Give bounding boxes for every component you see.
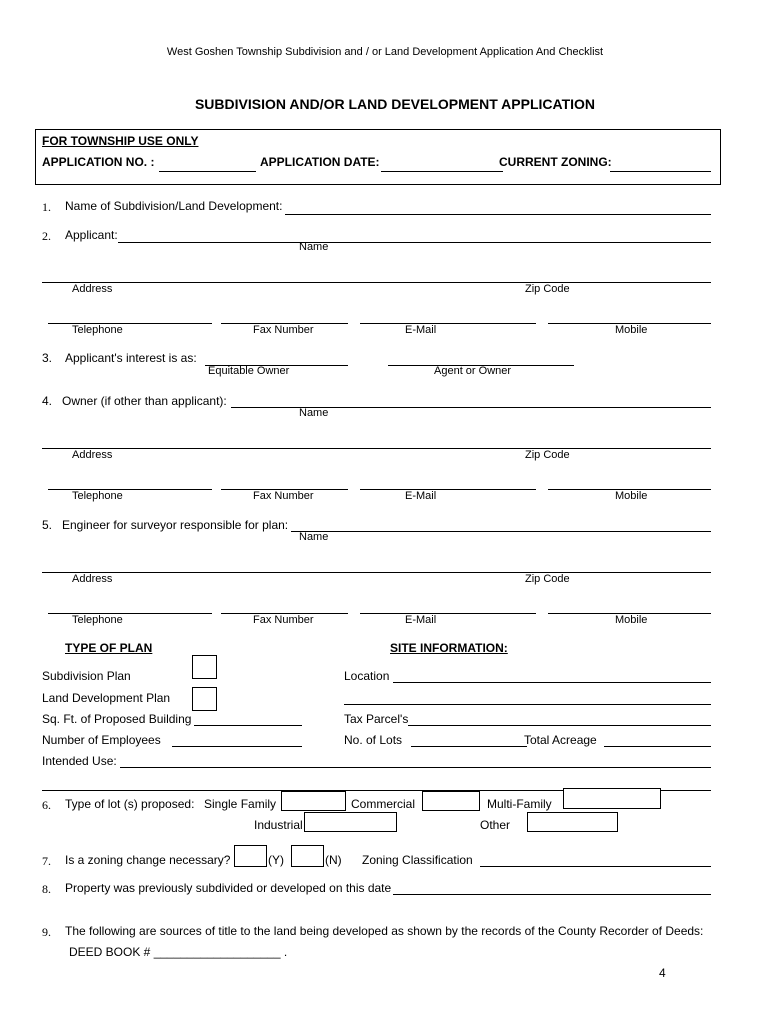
q7-label: Is a zoning change necessary? (65, 853, 231, 867)
township-use-heading: FOR TOWNSHIP USE ONLY (42, 134, 199, 148)
tax-parcels-label: Tax Parcel's (344, 712, 409, 726)
zoning-yes-label: (Y) (268, 853, 284, 867)
engineer-telephone-caption: Telephone (72, 614, 123, 626)
subdivision-plan-checkbox[interactable] (192, 655, 217, 679)
page-header: West Goshen Township Subdivision and / or Land Development Application And Checklist (166, 46, 604, 58)
zoning-classification-field[interactable] (480, 851, 711, 867)
multi-family-box[interactable] (563, 788, 661, 809)
other-box[interactable] (527, 812, 618, 832)
industrial-box[interactable] (304, 812, 397, 832)
sqft-field[interactable] (194, 710, 302, 726)
q5-number: 5. (42, 518, 53, 532)
industrial-label: Industrial (254, 818, 303, 832)
engineer-name-field[interactable] (291, 516, 711, 532)
q7-number: 7. (42, 854, 51, 868)
engineer-telephone-field[interactable] (48, 598, 212, 614)
commercial-box[interactable] (422, 791, 480, 811)
previous-development-date-field[interactable] (393, 879, 711, 895)
intended-use-field[interactable] (120, 752, 711, 768)
engineer-address-field[interactable] (42, 557, 711, 573)
current-zoning-label: CURRENT ZONING: (499, 155, 612, 169)
equitable-owner-caption: Equitable Owner (208, 365, 290, 377)
no-of-lots-field[interactable] (411, 731, 527, 747)
location-field-2[interactable] (344, 689, 711, 705)
engineer-mobile-field[interactable] (548, 598, 711, 614)
zoning-no-label: (N) (325, 853, 342, 867)
applicant-mobile-caption: Mobile (615, 324, 648, 336)
sqft-label: Sq. Ft. of Proposed Building (42, 712, 192, 726)
q1-number: 1. (42, 200, 51, 214)
q6-number: 6. (42, 798, 51, 812)
engineer-email-field[interactable] (360, 598, 536, 614)
application-no-field[interactable] (159, 155, 256, 172)
site-information-heading: SITE INFORMATION: (390, 641, 508, 655)
employees-label: Number of Employees (42, 733, 161, 747)
agent-owner-caption: Agent or Owner (434, 365, 512, 377)
owner-name-caption: Name (299, 407, 329, 419)
owner-name-field[interactable] (231, 392, 711, 408)
land-development-plan-checkbox[interactable] (192, 687, 217, 711)
multi-family-label: Multi-Family (487, 797, 552, 811)
engineer-address-caption: Address (72, 573, 113, 585)
q2-label: Applicant: (65, 228, 118, 242)
q8-number: 8. (42, 882, 51, 896)
owner-address-caption: Address (72, 449, 113, 461)
commercial-label: Commercial (351, 797, 416, 811)
q4-number: 4. (42, 394, 53, 408)
applicant-name-field[interactable] (118, 227, 711, 243)
application-date-field[interactable] (381, 155, 503, 172)
applicant-email-caption: E-Mail (405, 324, 437, 336)
engineer-name-caption: Name (299, 531, 329, 543)
equitable-owner-field[interactable] (205, 350, 348, 366)
total-acreage-label: Total Acreage (524, 733, 597, 747)
q2-number: 2. (42, 229, 51, 243)
owner-zip-caption: Zip Code (525, 449, 570, 461)
owner-telephone-caption: Telephone (72, 490, 123, 502)
applicant-fax-caption: Fax Number (253, 324, 314, 336)
owner-email-caption: E-Mail (405, 490, 437, 502)
owner-address-field[interactable] (42, 433, 711, 449)
owner-email-field[interactable] (360, 474, 536, 490)
owner-fax-field[interactable] (221, 474, 348, 490)
agent-owner-field[interactable] (388, 350, 574, 366)
deed-book-line: DEED BOOK # ___________________ . (69, 945, 288, 959)
applicant-name-caption: Name (299, 241, 329, 253)
owner-mobile-caption: Mobile (615, 490, 648, 502)
q9-label: The following are sources of title to the land being developed as shown by the records of the County Recorder of Deeds: (65, 924, 704, 938)
application-date-label: APPLICATION DATE: (260, 155, 380, 169)
engineer-mobile-caption: Mobile (615, 614, 648, 626)
owner-telephone-field[interactable] (48, 474, 212, 490)
engineer-fax-caption: Fax Number (253, 614, 314, 626)
applicant-address-field[interactable] (42, 267, 711, 283)
owner-fax-caption: Fax Number (253, 490, 314, 502)
page-number: 4 (659, 966, 666, 980)
type-of-plan-heading: TYPE OF PLAN (65, 641, 153, 655)
q3-number: 3. (42, 351, 53, 365)
subdivision-name-field[interactable] (285, 199, 711, 215)
applicant-telephone-field[interactable] (48, 308, 212, 324)
zoning-classification-label: Zoning Classification (362, 853, 473, 867)
owner-mobile-field[interactable] (548, 474, 711, 490)
q4-label: Owner (if other than applicant): (62, 394, 227, 408)
zoning-yes-box[interactable] (234, 845, 267, 867)
subdivision-plan-label: Subdivision Plan (42, 669, 131, 683)
employees-field[interactable] (172, 731, 302, 747)
q6-label: Type of lot (s) proposed: (65, 797, 195, 811)
applicant-telephone-caption: Telephone (72, 324, 123, 336)
q8-label: Property was previously subdivided or developed on this date (65, 881, 392, 895)
current-zoning-field[interactable] (610, 155, 711, 172)
engineer-zip-caption: Zip Code (525, 573, 570, 585)
total-acreage-field[interactable] (604, 731, 711, 747)
zoning-no-box[interactable] (291, 845, 324, 867)
q3-label: Applicant's interest is as: (65, 351, 197, 365)
q5-label: Engineer for surveyor responsible for plan: (62, 518, 289, 532)
page-title: SUBDIVISION AND/OR LAND DEVELOPMENT APPLICATION (194, 96, 596, 112)
applicant-fax-field[interactable] (221, 308, 348, 324)
no-of-lots-label: No. of Lots (344, 733, 403, 747)
land-development-plan-label: Land Development Plan (42, 691, 171, 705)
applicant-email-field[interactable] (360, 308, 536, 324)
q1-label: Name of Subdivision/Land Development: (65, 199, 283, 213)
applicant-address-caption: Address (72, 283, 113, 295)
applicant-mobile-field[interactable] (548, 308, 711, 324)
location-field[interactable] (393, 667, 711, 683)
tax-parcels-field[interactable] (408, 710, 711, 726)
location-label: Location (344, 669, 390, 683)
application-no-label: APPLICATION NO. : (42, 155, 155, 169)
applicant-zip-caption: Zip Code (525, 283, 570, 295)
engineer-fax-field[interactable] (221, 598, 348, 614)
single-family-box[interactable] (281, 791, 346, 811)
q9-number: 9. (42, 925, 51, 939)
single-family-label: Single Family (204, 797, 277, 811)
other-label: Other (480, 818, 511, 832)
intended-use-label: Intended Use: (42, 754, 117, 768)
engineer-email-caption: E-Mail (405, 614, 437, 626)
